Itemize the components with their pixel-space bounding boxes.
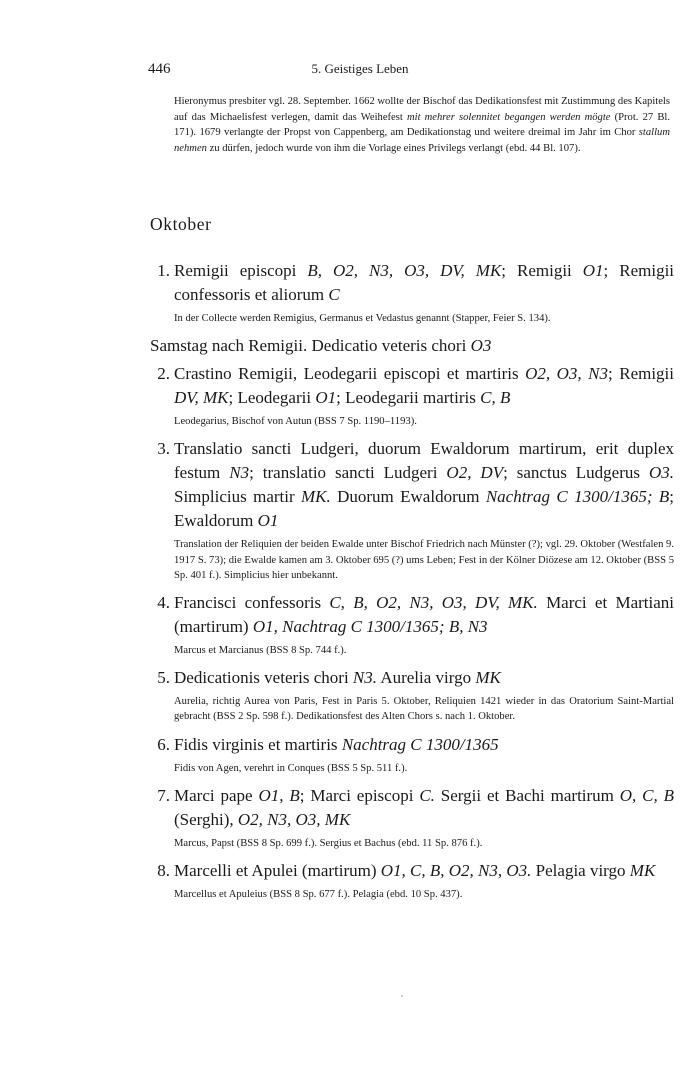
- entry-text: Crastino Remigii, Leodegarii episcopi et martiris O2, O3, N3; Remigii DV, MK; Leodegarii O1; Leodegarii martiris C, B: [174, 364, 675, 408]
- entry-note: Leodegarius, Bischof von Autun (BSS 7 Sp. 1190–1193).: [174, 416, 417, 428]
- entry-number: 6.: [157, 734, 170, 754]
- entry-3: [150, 437, 674, 583]
- entry-note: Translation der Reliquien der beiden Ewalde unter Bischof Friedrich nach Münster (?); vgl. 29. Oktober (Westfalen 9. 1917 S. 73); die Ewalde kamen am 3. Oktober 695 (?) ums Leben; Fest in der Kölner Diözese am 12. Oktober (BSS 5 Sp. 401 f.). Simplicius hier unbekannt.: [174, 539, 674, 581]
- entry-note: Marcus, Papst (BSS 8 Sp. 699 f.). Sergius et Bachus (ebd. 11 Sp. 876 f.).: [174, 837, 483, 849]
- entry-number: 3.: [157, 439, 170, 459]
- entry-number: 4.: [157, 593, 170, 613]
- entry-text: Fidis virginis et martiris Nachtrag C 1300/1365: [174, 734, 499, 754]
- section-title: Oktober: [150, 214, 212, 234]
- intro-footnote: Hieronymus presbiter vgl. 28. September. 1662 wollte der Bischof das Dedikationsfest mit Zustimmung des Kapitels auf das Michaelisfest verlegen, damit das Weihefest mit mehrer solennitet begangen werden mögte (Prot. 27 Bl. 171). 1679 verlangte der Propst von Cappenberg, am Dedikationstag und weitere dreimal im Jahr im Chor stallum nehmen zu dürfen, jedoch wurde von ihm die Vorlage eines Privilegs verlangt (ebd. 44 Bl. 107).: [174, 96, 670, 154]
- calendar-entries: [150, 259, 674, 910]
- entry-note: Marcus et Marcianus (BSS 8 Sp. 744 f.).: [174, 645, 347, 657]
- scan-speck: [401, 995, 403, 997]
- entry-samstag: Samstag nach Remigii. Dedicatio veteris chori O3: [150, 336, 492, 356]
- entry-text: Translatio sancti Ludgeri, duorum Ewaldorum martirum, erit duplex festum N3; translatio sancti Ludgeri O2, DV; sanctus Ludgerus O3. Simplicius martir MK. Duorum Ewaldorum Nachtrag C 1300/1365; B; Ewaldorum O1: [174, 439, 674, 531]
- entry-4: [150, 591, 674, 658]
- entry-note: Aurelia, richtig Aurea von Paris, Fest in Paris 5. Oktober, Reliquien 1421 wieder in das Oratorium Saint-Martial gebracht (BSS 2 Sp. 598 f.). Dedikationsfest des Alten Chors s. nach 1. Oktober.: [174, 696, 674, 723]
- entry-text: Remigii episcopi B, O2, N3, O3, DV, MK; Remigii O1; Remigii confessoris et aliorum C: [174, 261, 675, 304]
- entry-text: Marcelli et Apulei (martirum) O1, C, B, O2, N3, O3. Pelagia virgo MK: [174, 861, 656, 881]
- entry-note: Marcellus et Apuleius (BSS 8 Sp. 677 f.). Pelagia (ebd. 10 Sp. 437).: [174, 889, 463, 901]
- entry-number: 1.: [157, 261, 170, 280]
- entry-text: Francisci confessoris C, B, O2, N3, O3, DV, MK. Marci et Martiani (martirum) O1, Nachtrag C 1300/1365; B, N3: [174, 593, 674, 637]
- entry-5: [150, 666, 674, 724]
- entry-text: Marci pape O1, B; Marci episcopi C. Sergii et Bachi martirum O, C, B (Serghi), O2, N3, O3, MK: [174, 785, 675, 829]
- entry-number: 7.: [157, 785, 170, 805]
- entry-number: 8.: [157, 861, 170, 881]
- entry-text: Dedicationis veteris chori N3. Aurelia virgo MK: [174, 668, 501, 688]
- running-head: 5. Geistiges Leben: [311, 61, 409, 76]
- entry-number: 5.: [157, 668, 170, 688]
- entry-number: 2.: [157, 364, 170, 384]
- entry-7: [150, 784, 674, 851]
- entry-6: [150, 733, 674, 776]
- entry-2: [150, 362, 674, 429]
- entry-note: Fidis von Agen, verehrt in Conques (BSS 5 Sp. 511 f.).: [174, 762, 408, 774]
- entry-note: In der Collecte werden Remigius, Germanus et Vedastus genannt (Stapper, Feier S. 134).: [174, 313, 551, 324]
- page-number: 446: [148, 61, 171, 77]
- entry-1: [150, 259, 674, 326]
- entry-8: [150, 859, 674, 902]
